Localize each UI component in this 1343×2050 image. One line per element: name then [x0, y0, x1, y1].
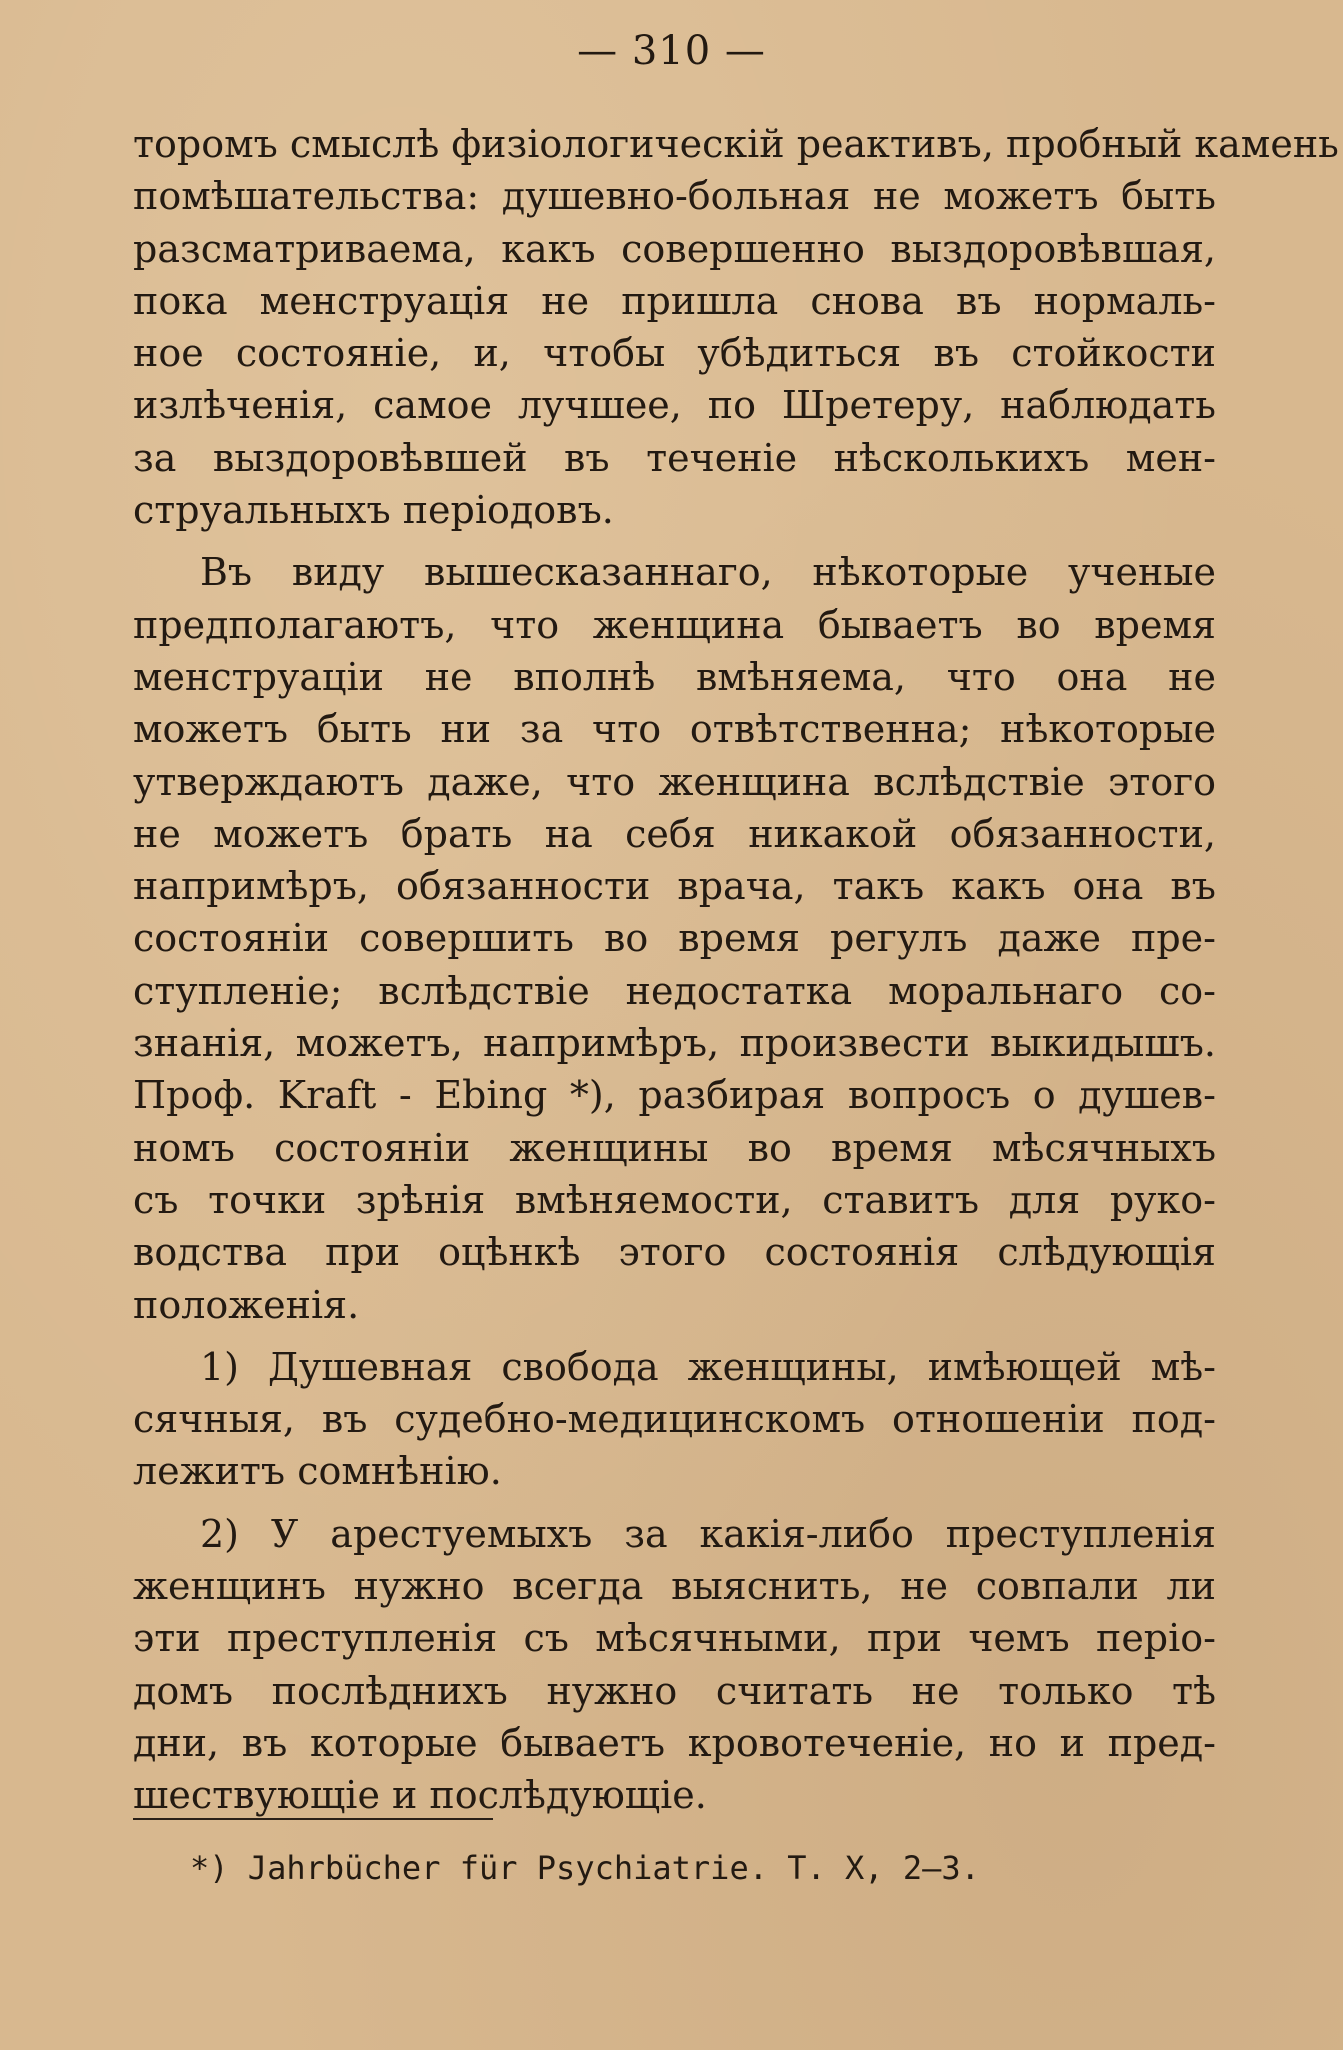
text-line: эти преступленія съ мѣсячными, при чемъ періо-: [133, 1616, 1216, 1661]
text-line: помѣшательства: душевно-больная не можетъ быть: [133, 174, 1216, 219]
paragraph-2: [133, 546, 1216, 1330]
text-line: домъ послѣднихъ нужно считать не только тѣ: [133, 1668, 1216, 1713]
text-line: разсматриваема, какъ совершенно выздоровѣвшая,: [133, 226, 1216, 271]
text-line: съ точки зрѣнія вмѣняемости, ставитъ для руко-: [133, 1177, 1216, 1222]
text-line: ступленіе; вслѣдствіе недостатка моральнаго со-: [133, 968, 1216, 1013]
text-line: напримѣръ, обязанности врача, такъ какъ она въ: [133, 864, 1216, 909]
text-line: водства при оцѣнкѣ этого состоянія слѣдующія: [133, 1230, 1216, 1275]
paragraph-4: [133, 1508, 1216, 1822]
footnote: *) Jahrbücher für Psychiatrie. T. X, 2—3.: [190, 1849, 980, 1887]
text-line: дни, въ которые бываетъ кровотеченіе, но и пред-: [133, 1720, 1216, 1765]
text-line: не можетъ брать на себя никакой обязанности,: [133, 811, 1216, 856]
text-line: состояніи совершить во время регулъ даже пре-: [133, 916, 1216, 961]
text-line: шествующіе и послѣдующіе.: [133, 1773, 707, 1818]
text-line: знанія, можетъ, напримѣръ, произвести выкидышъ.: [133, 1021, 1216, 1066]
text-line: можетъ быть ни за что отвѣтственна; нѣкоторые: [133, 707, 1216, 752]
text-line: торомъ смыслѣ физіологическій реактивъ, пробный камень: [133, 122, 1339, 166]
text-line: струальныхъ періодовъ.: [133, 488, 614, 533]
paragraph-1: [133, 118, 1339, 536]
footnote-divider: [133, 1818, 493, 1820]
body-text: [133, 118, 1339, 1822]
text-line: менструаціи не вполнѣ вмѣняема, что она не: [133, 654, 1216, 699]
text-line: Проф. Kraft - Ebing *), разбирая вопросъ о душев-: [133, 1073, 1216, 1118]
text-line: предполагаютъ, что женщина бываетъ во время: [133, 602, 1216, 647]
text-line: сячныя, въ судебно-медицинскомъ отношеніи под-: [133, 1397, 1216, 1442]
text-line: за выздоровѣвшей въ теченіе нѣсколькихъ мен-: [133, 435, 1216, 480]
page-number: — 310 —: [577, 28, 766, 74]
text-line: излѣченія, самое лучшее, по Шретеру, наблюдать: [133, 383, 1216, 428]
text-line: номъ состояніи женщины во время мѣсячныхъ: [133, 1125, 1216, 1170]
paragraph-3: [133, 1341, 1216, 1498]
text-line: положенія.: [133, 1282, 360, 1327]
text-line: женщинъ нужно всегда выяснить, не совпали ли: [133, 1564, 1216, 1609]
text-line: ное состояніе, и, чтобы убѣдиться въ стойкости: [133, 331, 1216, 376]
text-line: лежитъ сомнѣнію.: [133, 1449, 502, 1494]
text-line: утверждаютъ даже, что женщина вслѣдствіе этого: [133, 759, 1216, 804]
text-line: Въ виду вышесказаннаго, нѣкоторые ученые: [200, 550, 1216, 595]
text-line: пока менструація не пришла снова въ нормаль-: [133, 278, 1216, 323]
text-line: 2) У арестуемыхъ за какія-либо преступленія: [200, 1511, 1216, 1556]
text-line: 1) Душевная свобода женщины, имѣющей мѣ-: [200, 1344, 1216, 1389]
